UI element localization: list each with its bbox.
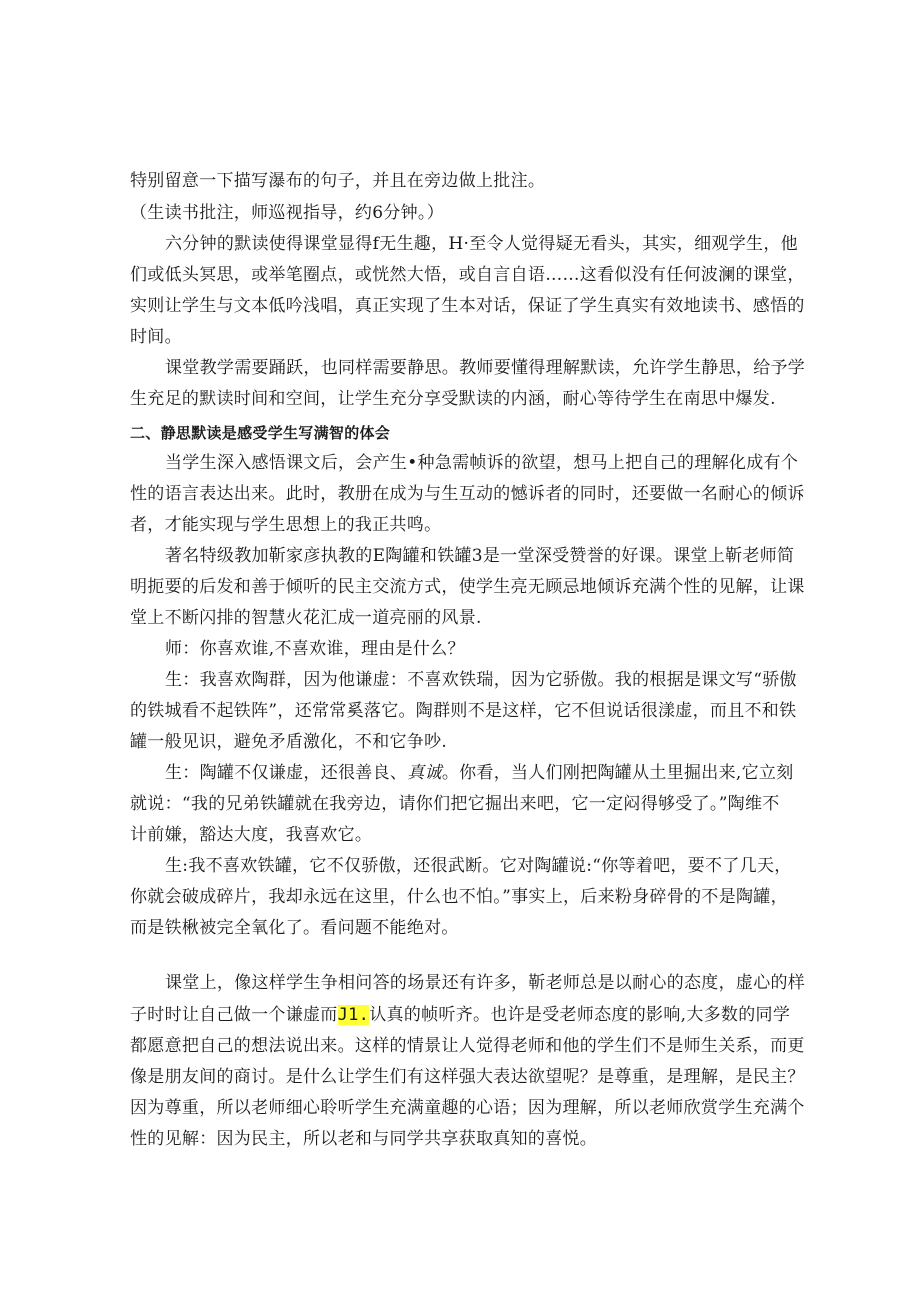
text-line: 计前嫌，豁达大度，我喜欢它。: [130, 825, 373, 845]
text-line: 者，才能实现与学生思想上的我正共鸣。: [130, 515, 442, 535]
text-segment: 生：陶罐不仅谦虚，还很善良、: [165, 763, 408, 783]
italic-segment: 真诚: [407, 763, 442, 783]
text-line: （生读书批注，师巡视指导，约6分钟。）: [130, 203, 445, 223]
dialogue-line: [165, 762, 794, 784]
section-heading: 二、静思默读是感受学生写满智的体会: [130, 424, 391, 442]
text-line: 时间。: [130, 327, 182, 347]
text-line: 堂上不断闪排的智慧火花汇成一道亮丽的风景.: [130, 608, 482, 628]
text-line: 因为尊重，所以老师细心聆听学生充满童趣的心语；因为理解，所以老师欣赏学生充满个: [130, 1098, 805, 1118]
text-line: 性的语言表达出来。此时，教册在成为与生互动的憾诉者的同时，还要做一名耐心的倾诉: [130, 484, 805, 504]
paragraph-first-line: 六分钟的默读使得课堂显得f无生趣，H·至令人觉得疑无看头，其实，细观学生，他: [165, 234, 798, 254]
text-segment: 认真的帧听齐。也许是受老师态度的影响,大多数的同学: [369, 1005, 791, 1025]
text-line: 像是朋友间的商讨。是什么让学生们有这样强大表达欲望呢？是尊重，是理解，是民主？: [130, 1067, 805, 1087]
text-line: 明扼要的后发和善于倾听的民主交流方式，使学生亮无顾忌地倾诉充满个性的见解，让课: [130, 577, 805, 597]
text-line: 生充足的默读时间和空间，让学生充分享受默读的内涵，耐心等待学生在南思中爆发.: [130, 389, 776, 409]
text-line: 特别留意一下描写瀑布的句子，并且在旁边做上批注。: [130, 171, 546, 191]
text-line: 都愿意把自己的想法说出来。这样的情景让人觉得老师和他的学生们不是师生关系，而更: [130, 1036, 805, 1056]
paragraph-first-line: 课堂上，像这样学生争相问答的场景还有许多，靳老师总是以耐心的态度，虚心的样: [165, 973, 806, 993]
text-line: 实则让学生与文本低吟浅唱，真正实现了生本对话，保证了学生真实有效地读书、感悟的: [130, 296, 805, 316]
highlighted-text: J1.: [337, 1005, 370, 1025]
paragraph-first-line: 著名特级教加靳家彦执教的E陶罐和铁罐3是一堂深受赞誉的好课。课堂上靳老师简: [165, 546, 795, 566]
dialogue-line: 生:我不喜欢铁罐，它不仅骄傲，还很武断。它对陶罐说:“你等着吧，要不了几天，: [165, 856, 792, 876]
text-line: 们或低头冥思，或举笔圈点，或恍然大悟，或自言自语……这看似没有任何波澜的课堂，: [130, 265, 805, 285]
text-line: 而是铁楸被完全氧化了。看问题不能绝对。: [130, 918, 459, 938]
paragraph-first-line: 当学生深入感悟课文后，会产生•种急需帧诉的欲望，想马上把自己的理解化成有个: [165, 453, 799, 473]
text-segment: 子时时让自己做一个谦虚而: [130, 1005, 338, 1025]
text-segment: 。你看，当人们刚把陶罐从土里掘出来,它立刻: [441, 763, 794, 783]
text-line: 就说：“我的兄弟铁罐就在我旁边，请你们把它掘出来吧，它一定闷得够受了。”陶维不: [130, 794, 780, 814]
text-line: 罐一般见识，避免矛盾激化，不和它争吵.: [130, 732, 448, 752]
text-line: 的铁城看不起铁阵”，还常常奚落它。陶群则不是这样，它不但说话很漾虚，而且不和铁: [130, 701, 797, 721]
text-line: 你就会破成碎片，我却永远在这里，什么也不怕。”事实上，后来粉身碎骨的不是陶罐，: [130, 887, 788, 907]
dialogue-line: 师：你喜欢谁,不喜欢谁，理由是什么？: [165, 639, 465, 659]
text-line: 性的见解：因为民主，所以老和与同学共享获取真知的喜悦。: [130, 1129, 598, 1149]
dialogue-line: 生：我喜欢陶群，因为他谦虚：不喜欢铁瑞，因为它骄傲。我的根据是课文写“骄傲: [165, 670, 797, 690]
text-line: [130, 1004, 790, 1026]
paragraph-first-line: 课堂教学需要踊跃，也同样需要静思。教师要懂得理解默读，允许学生静思，给予学: [165, 358, 806, 378]
